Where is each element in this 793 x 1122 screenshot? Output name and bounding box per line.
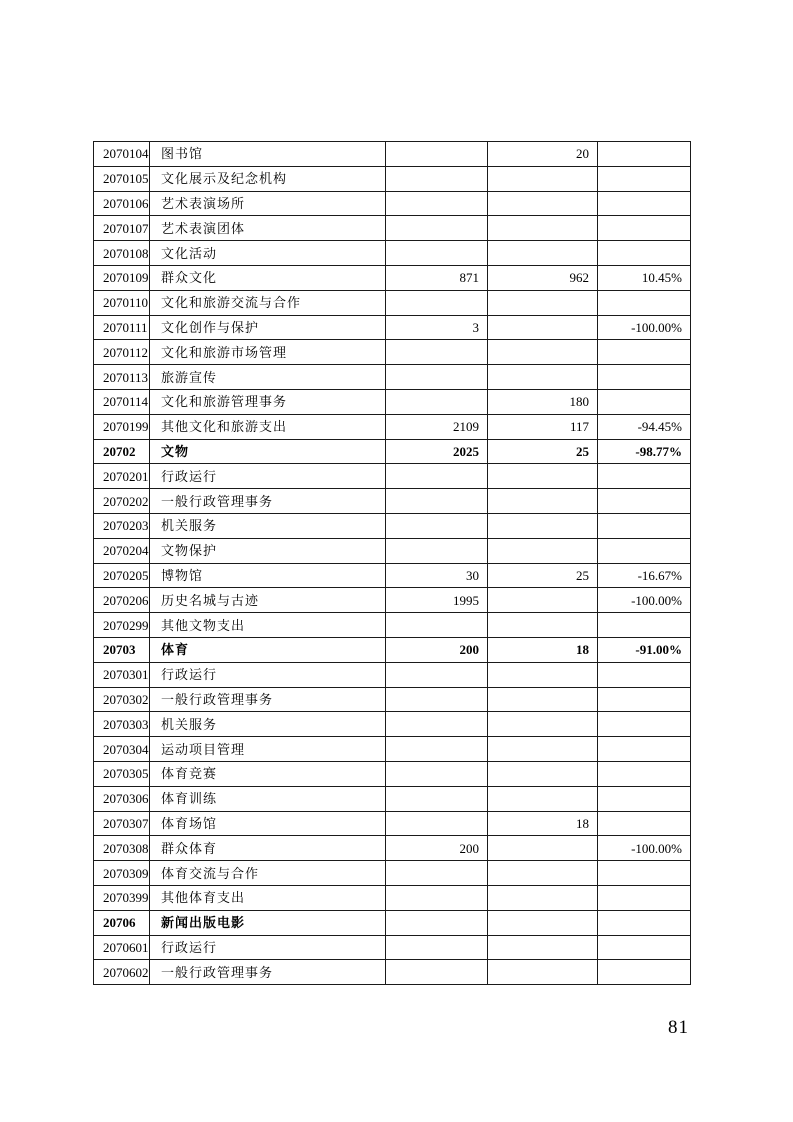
cell-amount-current: 20 <box>488 142 598 167</box>
cell-budget-code: 2070203 <box>94 513 150 538</box>
cell-category-name: 群众体育 <box>150 836 386 861</box>
cell-amount-current <box>488 241 598 266</box>
cell-amount-previous <box>386 935 488 960</box>
cell-change-percent <box>598 861 691 886</box>
cell-amount-current <box>488 538 598 563</box>
cell-category-name: 体育竞赛 <box>150 761 386 786</box>
cell-category-name: 体育 <box>150 637 386 662</box>
cell-category-name: 图书馆 <box>150 142 386 167</box>
cell-change-percent <box>598 960 691 985</box>
cell-amount-current <box>488 613 598 638</box>
cell-category-name: 运动项目管理 <box>150 737 386 762</box>
cell-budget-code: 2070305 <box>94 761 150 786</box>
cell-budget-code: 2070105 <box>94 166 150 191</box>
cell-change-percent <box>598 489 691 514</box>
cell-amount-current <box>488 513 598 538</box>
cell-category-name: 其他文化和旅游支出 <box>150 414 386 439</box>
cell-budget-code: 20702 <box>94 439 150 464</box>
cell-budget-code: 2070205 <box>94 563 150 588</box>
cell-amount-current <box>488 861 598 886</box>
table-row <box>94 687 691 712</box>
cell-category-name: 艺术表演团体 <box>150 216 386 241</box>
cell-amount-previous <box>386 365 488 390</box>
cell-amount-previous: 200 <box>386 637 488 662</box>
table-row <box>94 960 691 985</box>
cell-amount-current <box>488 290 598 315</box>
cell-budget-code: 2070111 <box>94 315 150 340</box>
table-row <box>94 737 691 762</box>
cell-change-percent: 10.45% <box>598 265 691 290</box>
cell-amount-previous <box>386 687 488 712</box>
cell-category-name: 机关服务 <box>150 712 386 737</box>
table-row <box>94 538 691 563</box>
cell-budget-code: 2070206 <box>94 588 150 613</box>
table-row <box>94 836 691 861</box>
table-row <box>94 786 691 811</box>
cell-category-name: 体育交流与合作 <box>150 861 386 886</box>
cell-budget-code: 2070309 <box>94 861 150 886</box>
cell-amount-current <box>488 910 598 935</box>
cell-amount-previous <box>386 142 488 167</box>
cell-category-name: 一般行政管理事务 <box>150 489 386 514</box>
cell-change-percent <box>598 191 691 216</box>
cell-category-name: 体育训练 <box>150 786 386 811</box>
cell-category-name: 文化创作与保护 <box>150 315 386 340</box>
page-number: 81 <box>668 1017 689 1038</box>
cell-change-percent <box>598 811 691 836</box>
cell-amount-current <box>488 786 598 811</box>
cell-category-name: 文化活动 <box>150 241 386 266</box>
cell-amount-previous <box>386 761 488 786</box>
cell-budget-code: 2070110 <box>94 290 150 315</box>
cell-category-name: 历史名城与古迹 <box>150 588 386 613</box>
table-row <box>94 464 691 489</box>
cell-budget-code: 2070114 <box>94 389 150 414</box>
cell-amount-current <box>488 960 598 985</box>
table-row <box>94 513 691 538</box>
cell-change-percent <box>598 662 691 687</box>
cell-amount-previous: 30 <box>386 563 488 588</box>
cell-amount-previous: 2109 <box>386 414 488 439</box>
cell-budget-code: 2070299 <box>94 613 150 638</box>
table-row <box>94 613 691 638</box>
cell-amount-current <box>488 761 598 786</box>
cell-budget-code: 2070306 <box>94 786 150 811</box>
cell-budget-code: 2070601 <box>94 935 150 960</box>
cell-amount-previous <box>386 811 488 836</box>
cell-amount-previous <box>386 910 488 935</box>
table-row <box>94 910 691 935</box>
cell-change-percent <box>598 786 691 811</box>
cell-amount-previous: 200 <box>386 836 488 861</box>
cell-category-name: 文化和旅游交流与合作 <box>150 290 386 315</box>
cell-amount-current: 962 <box>488 265 598 290</box>
table-row <box>94 265 691 290</box>
cell-category-name: 机关服务 <box>150 513 386 538</box>
cell-budget-code: 2070199 <box>94 414 150 439</box>
cell-category-name: 其他体育支出 <box>150 885 386 910</box>
table-row <box>94 563 691 588</box>
cell-budget-code: 20706 <box>94 910 150 935</box>
cell-amount-previous <box>386 489 488 514</box>
cell-category-name: 群众文化 <box>150 265 386 290</box>
cell-amount-previous <box>386 216 488 241</box>
cell-amount-current <box>488 885 598 910</box>
cell-change-percent <box>598 142 691 167</box>
cell-category-name: 体育场馆 <box>150 811 386 836</box>
cell-change-percent <box>598 712 691 737</box>
cell-change-percent: -100.00% <box>598 315 691 340</box>
cell-amount-previous <box>386 737 488 762</box>
cell-budget-code: 20703 <box>94 637 150 662</box>
table-row <box>94 761 691 786</box>
cell-budget-code: 2070108 <box>94 241 150 266</box>
cell-category-name: 一般行政管理事务 <box>150 960 386 985</box>
cell-amount-previous <box>386 885 488 910</box>
cell-amount-current <box>488 662 598 687</box>
cell-category-name: 行政运行 <box>150 935 386 960</box>
table-row <box>94 216 691 241</box>
cell-amount-current <box>488 712 598 737</box>
table-row <box>94 389 691 414</box>
cell-amount-current <box>488 489 598 514</box>
cell-change-percent <box>598 340 691 365</box>
cell-amount-current <box>488 588 598 613</box>
table-row <box>94 191 691 216</box>
cell-amount-previous <box>386 960 488 985</box>
cell-amount-current: 25 <box>488 439 598 464</box>
cell-change-percent <box>598 389 691 414</box>
cell-budget-code: 2070201 <box>94 464 150 489</box>
cell-amount-current <box>488 687 598 712</box>
cell-amount-previous <box>386 712 488 737</box>
cell-budget-code: 2070399 <box>94 885 150 910</box>
cell-budget-code: 2070204 <box>94 538 150 563</box>
cell-change-percent <box>598 737 691 762</box>
cell-amount-previous <box>386 241 488 266</box>
cell-category-name: 旅游宣传 <box>150 365 386 390</box>
cell-amount-previous <box>386 340 488 365</box>
cell-change-percent: -100.00% <box>598 836 691 861</box>
cell-category-name: 文物 <box>150 439 386 464</box>
cell-category-name: 文化展示及纪念机构 <box>150 166 386 191</box>
cell-budget-code: 2070104 <box>94 142 150 167</box>
table-row <box>94 439 691 464</box>
cell-amount-previous <box>386 166 488 191</box>
cell-budget-code: 2070302 <box>94 687 150 712</box>
cell-change-percent <box>598 885 691 910</box>
cell-change-percent <box>598 290 691 315</box>
cell-change-percent <box>598 166 691 191</box>
cell-budget-code: 2070602 <box>94 960 150 985</box>
cell-change-percent <box>598 216 691 241</box>
cell-budget-code: 2070307 <box>94 811 150 836</box>
cell-budget-code: 2070109 <box>94 265 150 290</box>
cell-amount-current: 18 <box>488 637 598 662</box>
cell-change-percent <box>598 513 691 538</box>
cell-change-percent: -16.67% <box>598 563 691 588</box>
cell-change-percent <box>598 365 691 390</box>
table-row <box>94 935 691 960</box>
cell-category-name: 艺术表演场所 <box>150 191 386 216</box>
cell-amount-current <box>488 191 598 216</box>
cell-budget-code: 2070308 <box>94 836 150 861</box>
cell-budget-code: 2070304 <box>94 737 150 762</box>
cell-budget-code: 2070106 <box>94 191 150 216</box>
table-row <box>94 489 691 514</box>
cell-amount-current: 180 <box>488 389 598 414</box>
cell-amount-previous <box>386 662 488 687</box>
cell-amount-current <box>488 935 598 960</box>
cell-category-name: 文化和旅游市场管理 <box>150 340 386 365</box>
table-row <box>94 365 691 390</box>
cell-change-percent: -98.77% <box>598 439 691 464</box>
cell-budget-code: 2070301 <box>94 662 150 687</box>
table-row <box>94 241 691 266</box>
cell-budget-code: 2070107 <box>94 216 150 241</box>
cell-category-name: 文化和旅游管理事务 <box>150 389 386 414</box>
cell-category-name: 新闻出版电影 <box>150 910 386 935</box>
cell-amount-current <box>488 464 598 489</box>
cell-amount-previous <box>386 464 488 489</box>
cell-amount-current <box>488 216 598 241</box>
table-row <box>94 811 691 836</box>
cell-change-percent <box>598 935 691 960</box>
cell-amount-previous: 3 <box>386 315 488 340</box>
cell-amount-current <box>488 836 598 861</box>
cell-amount-previous <box>386 786 488 811</box>
cell-change-percent: -91.00% <box>598 637 691 662</box>
cell-change-percent: -94.45% <box>598 414 691 439</box>
table-row <box>94 885 691 910</box>
cell-amount-previous: 2025 <box>386 439 488 464</box>
cell-category-name: 一般行政管理事务 <box>150 687 386 712</box>
cell-amount-previous: 871 <box>386 265 488 290</box>
cell-amount-previous <box>386 538 488 563</box>
table-row <box>94 662 691 687</box>
cell-category-name: 行政运行 <box>150 662 386 687</box>
cell-amount-previous <box>386 290 488 315</box>
table-row <box>94 315 691 340</box>
table-row <box>94 166 691 191</box>
cell-amount-current <box>488 737 598 762</box>
cell-amount-previous <box>386 613 488 638</box>
cell-amount-current: 18 <box>488 811 598 836</box>
cell-amount-current: 117 <box>488 414 598 439</box>
cell-change-percent <box>598 761 691 786</box>
cell-category-name: 文物保护 <box>150 538 386 563</box>
cell-amount-previous: 1995 <box>386 588 488 613</box>
cell-change-percent <box>598 910 691 935</box>
cell-amount-previous <box>386 513 488 538</box>
cell-change-percent <box>598 538 691 563</box>
cell-category-name: 其他文物支出 <box>150 613 386 638</box>
table-row <box>94 588 691 613</box>
table-row <box>94 414 691 439</box>
cell-change-percent <box>598 241 691 266</box>
cell-budget-code: 2070113 <box>94 365 150 390</box>
budget-table-body <box>94 142 691 985</box>
cell-amount-current: 25 <box>488 563 598 588</box>
cell-change-percent <box>598 613 691 638</box>
budget-table <box>93 141 691 985</box>
cell-amount-current <box>488 365 598 390</box>
cell-change-percent <box>598 464 691 489</box>
table-row <box>94 637 691 662</box>
cell-change-percent <box>598 687 691 712</box>
cell-amount-current <box>488 166 598 191</box>
cell-budget-code: 2070303 <box>94 712 150 737</box>
cell-budget-code: 2070202 <box>94 489 150 514</box>
cell-amount-previous <box>386 389 488 414</box>
cell-budget-code: 2070112 <box>94 340 150 365</box>
cell-amount-previous <box>386 191 488 216</box>
cell-amount-current <box>488 340 598 365</box>
table-row <box>94 142 691 167</box>
cell-amount-current <box>488 315 598 340</box>
cell-change-percent: -100.00% <box>598 588 691 613</box>
cell-category-name: 行政运行 <box>150 464 386 489</box>
table-row <box>94 712 691 737</box>
table-row <box>94 340 691 365</box>
cell-amount-previous <box>386 861 488 886</box>
cell-category-name: 博物馆 <box>150 563 386 588</box>
table-row <box>94 290 691 315</box>
table-row <box>94 861 691 886</box>
